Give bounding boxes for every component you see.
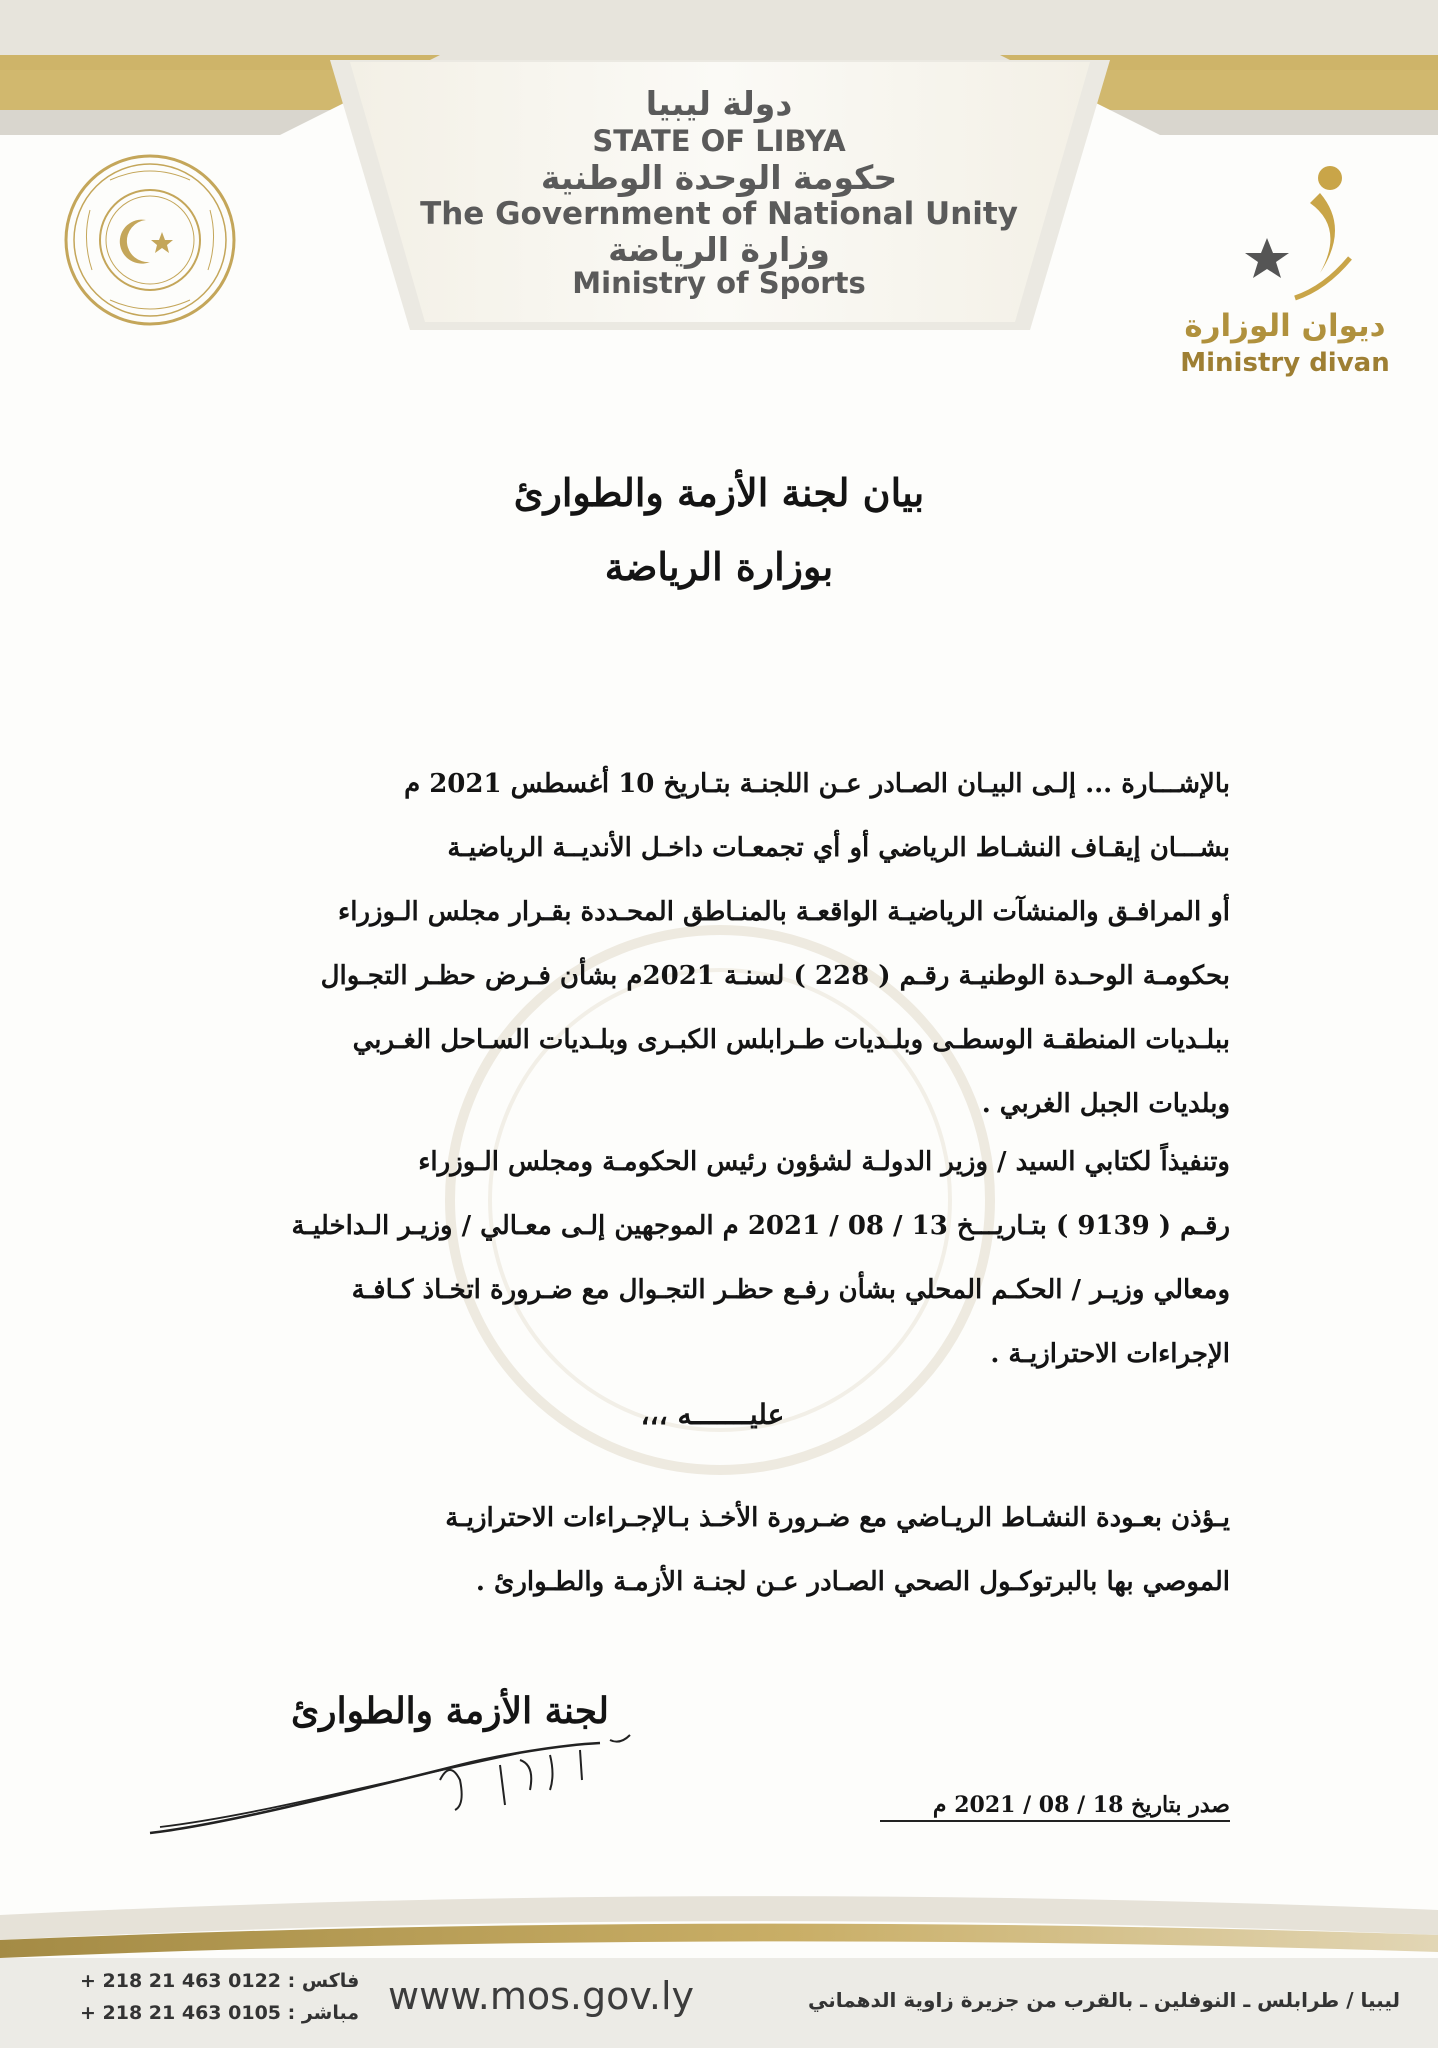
text-line: أو المرافـق والمنشآت الرياضيـة الواقعـة بالمنـاطق المحـددة بقـرار مجلس الـوزراء (338, 897, 1230, 927)
text-line: بشـــان إيقـاف النشـاط الرياضي أو أي تجمعـات داخـل الأنديــة الرياضيـة (447, 833, 1230, 863)
paragraph-decision (195, 1486, 1230, 1614)
statement-subtitle: بوزارة الرياضة (604, 544, 834, 589)
divan-label-english: Ministry divan (1180, 348, 1390, 378)
text-line: بالإشـــارة ... إلـى البيـان الصـادر عـن اللجنـة بتـاريخ 10 أغسطس 2021 م (404, 769, 1230, 799)
office-address: ليبيا / طرابلس ـ النوفلين ـ بالقرب من جزيرة زاوية الدهماني (807, 1988, 1400, 2012)
text-line: ببلـديات المنطقـة الوسطـى وبلـديات طـرابلس الكبـرى وبلـديات السـاحل الغـربي (352, 1025, 1230, 1055)
text-line: الإجراءات الاحترازيـة . (990, 1339, 1230, 1369)
text-line: بحكومـة الوحـدة الوطنيـة رقـم ( 228 ) لسنـة 2021م بشأن فـرض حظـر التجـوال (320, 961, 1230, 991)
header-government-arabic: حكومة الوحدة الوطنية (540, 158, 898, 197)
website-link[interactable]: www.mos.gov.ly (388, 1974, 695, 2018)
text-line: وتنفيذاً لكتابي السيد / وزير الدولـة لشؤون رئيس الحكومـة ومجلس الـوزراء (418, 1147, 1230, 1177)
divan-label-arabic: ديوان الوزارة (1184, 308, 1386, 344)
issue-date: صدر بتاريخ 18 / 08 / 2021 م (880, 1792, 1230, 1822)
paragraph-reference (195, 752, 1230, 1136)
header-ministry-arabic: وزارة الرياضة (608, 230, 830, 269)
handwritten-signature (140, 1725, 680, 1845)
text-line: يـؤذن بعـودة النشـاط الريـاضي مع ضـرورة الأخـذ بـالإجـراءات الاحترازيـة (445, 1503, 1230, 1533)
header-state-english: STATE OF LIBYA (592, 124, 846, 158)
ministry-divan-logo-icon (1225, 148, 1365, 308)
text-line: وبلديات الجبل الغربي . (981, 1089, 1230, 1119)
header-government-english: The Government of National Unity (420, 196, 1018, 232)
conclusion-heading: عليـــــــه ،،، (640, 1398, 785, 1431)
header-ministry-english: Ministry of Sports (572, 266, 866, 300)
text-line: ومعالي وزيـر / الحكـم المحلي بشأن رفـع حظـر التجـوال مع ضـرورة اتخـاذ كـافـة (351, 1275, 1230, 1305)
signature-committee-name: لجنة الأزمة والطوارئ (291, 1690, 609, 1732)
direct-number: + 218 21 463 0105 : مباشر (80, 2002, 360, 2024)
text-line: الموصي بها بالبرتوكـول الصحي الصـادر عـن لجنـة الأزمـة والطـوارئ . (475, 1567, 1230, 1597)
paragraph-implementation (195, 1130, 1230, 1386)
fax-number: + 218 21 463 0122 : فاكس (80, 1970, 360, 1992)
header-state-arabic: دولة ليبيا (645, 84, 793, 123)
statement-title: بيان لجنة الأزمة والطوارئ (513, 470, 925, 515)
government-seal-icon (60, 150, 240, 330)
text-line: رقـم ( 9139 ) بتـاريـــخ 13 / 08 / 2021 م الموجهين إلـى معـالي / وزيـر الـداخليـة (291, 1211, 1230, 1241)
